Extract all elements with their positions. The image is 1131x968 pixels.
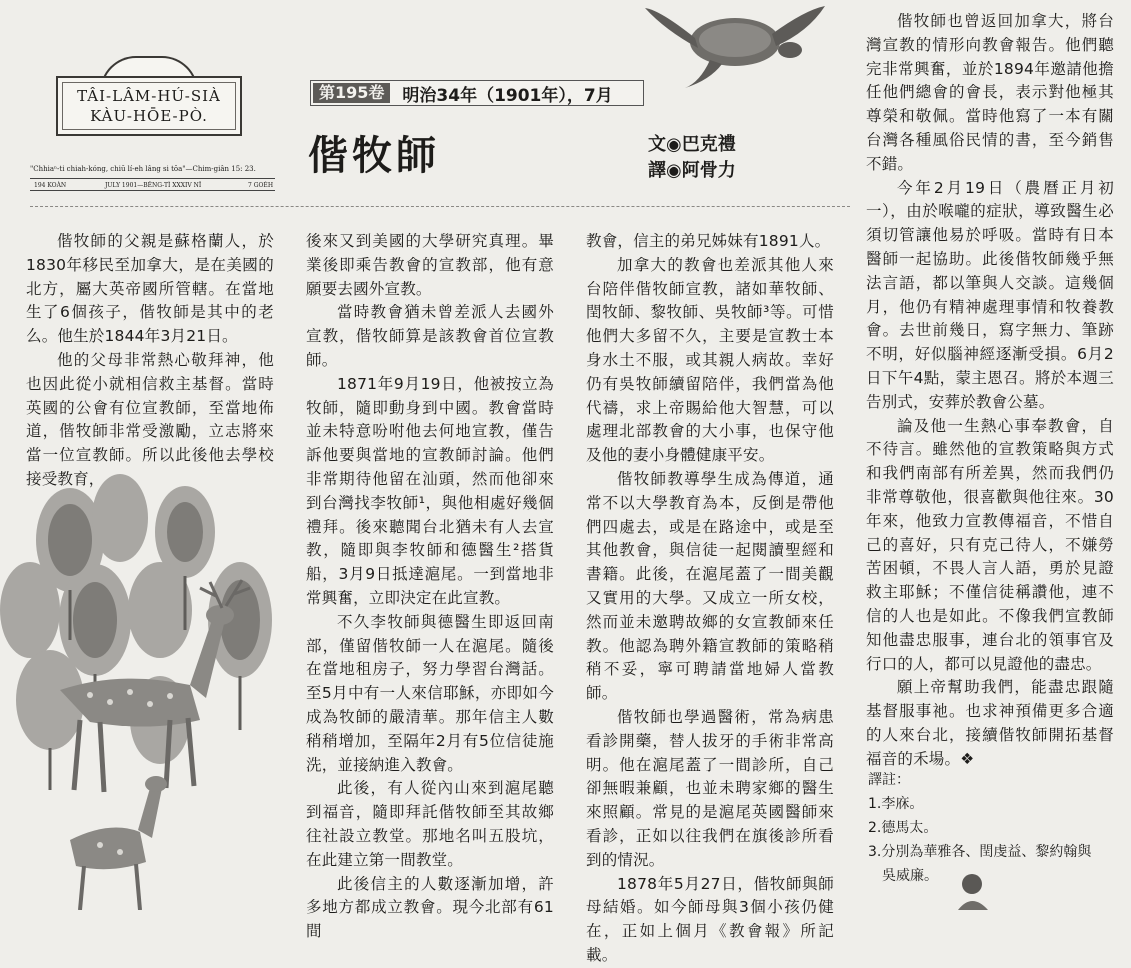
paragraph: 偕牧師也學過醫術，常為病患看診開藥，替人拔牙的手術非常高明。他在滬尾蓋了一間診所，自己卻無暇兼顧，也並未聘家鄉的醫生來照顧。常見的是滬尾英國醫師來看診，正如以往我們在旗後診所看到的情況。 [586,707,834,869]
masthead-rule [30,178,275,179]
author: 文◉巴克禮 [648,134,736,155]
article-column-2 [306,230,554,944]
masthead-rule-bottom [30,190,275,191]
sea-turtle-illustration [640,0,830,90]
paragraph: 此後，有人從內山來到滬尾聽到福音，隨即拜託偕牧師至其故鄉往社設立教堂。那地名叫五股坑，在此建立第一間教堂。 [306,779,554,869]
header-divider [30,206,850,207]
notes-heading: 譯註： [868,772,910,788]
paragraph: 偕牧師教導學生成為傳道，通常不以大學教育為本，反倒是帶他們四處去，或是在路途中，或是至其他教會，與信徒一起閱讀聖經和書籍。此後，在滬尾蓋了一間美觀又實用的大學。又成立一所女校，然而並未邀聘故鄉的女宣教師來任教。他認為聘外籍宣教師的策略稍稍不妥，寧可聘請當地婦人當教師。 [586,469,834,703]
paragraph: 教會，信主的弟兄姊妹有1891人。 [586,232,831,250]
volume-tag: 第195卷 [313,83,390,103]
masthead-motto: "Chhiaⁿ-ti chiah-kóng, chiū lí-eh lâng si tōa"—Chim-giân 15: 23. [30,165,256,173]
paragraph: 他的父母非常熱心敬拜神，他也因此從小就相信救主基督。當時英國的公會有位宣教師，至當地佈道，偕牧師非常受激勵，立志將來當一位宣教師。所以此後他去學校接受教育， [26,350,274,488]
figure-illustration [950,870,1000,910]
masthead-logo [56,76,242,136]
masthead-month: 7 GOÉH [248,182,274,189]
article-column-4 [866,10,1114,772]
masthead-date: JULY 1901—BÊNG-TÌ XXXIV NÎ [105,182,202,189]
paragraph: 1871年9月19日，他被按立為牧師，隨即動身到中國。教會當時並未特意吩咐他去何地宣教，僅告訴他要與當地的宣教師討論。他們非常期待他留在汕頭，然而他卻來到台灣找李牧師¹，與他相處好幾個禮拜。後來聽聞台北猶未有人去宣教，隨即與李牧師和德醫生²搭貨船，3月9日抵達滬尾。一到當地非常興奮，立即決定在此宣教。 [306,374,554,607]
paragraph: 當時教會猶未曾差派人去國外宣教，偕牧師算是該教會首位宣教師。 [306,303,554,369]
article-column-1 [26,230,274,492]
masthead-line-2: KÀU-HŌE-PÒ. [90,107,208,125]
paragraph: 偕牧師的父親是蘇格蘭人，於1830年移民至加拿大，是在美國的北方，屬大英帝國所管轄。在當地生了6個孩子，偕牧師是其中的老么。他生於1844年3月21日。 [26,232,274,346]
issue-date: 明治34年（1901年），7月 [402,85,613,106]
note-item: 2.德馬太。 [868,820,938,836]
forest-deer-illustration [0,470,285,910]
issue-header [310,80,644,106]
paragraph: 後來又到美國的大學研究真理。畢業後即乘告教會的宣教部，他有意願要去國外宣教。 [306,232,554,298]
masthead-volume: 194 KOÀN [34,182,67,189]
paragraph: 今年2月19日（農曆正月初一），由於喉嚨的症狀，導致醫生必須切管讓他易於呼吸。當時有日本醫師一起協助。此後偕牧師幾乎無法言語，都以筆與人交談。這幾個月，他仍有精神處理事情和牧養教會。去世前幾日，寫字無力、筆跡不明，好似腦神經逐漸受損。6月2日下午4點，蒙主恩召。將於本週三告別式，安葬於教會公墓。 [866,178,1114,411]
note-item: 3.分別為華雅各、閏虔益、黎約翰與 [868,844,1092,860]
paragraph: 論及他一生熱心事奉教會，自不待言。雖然他的宣教策略與方式和我們南部有所差異，然而我們仍非常尊敬他，很喜歡與他往來。30年來，他致力宣教傳福音，不惜自己的喜好，只有克己待人，不嫌勞苦困頓，不畏人言人語，勇於見證救主耶穌；不僅信徒稱讚他，連不信的人也是如此。不像我們宣教師知他盡忠服事，連台北的領事官及行口的人，都可以見證他的盡忠。 [866,416,1114,673]
translator: 譯◉阿骨力 [648,160,736,181]
paragraph: 願上帝幫助我們，能盡忠跟隨基督服事祂。也求神預備更多合適的人來台北，接續偕牧師開拓基督福音的禾場。❖ [866,678,1114,768]
paragraph: 此後信主的人數逐漸加增，許多地方都成立教會。現今北部有61間 [306,874,554,941]
paragraph: 1878年5月27日，偕牧師與師母結婚。如今師母與3個小孩仍健在，正如上個月《教會報》所記載。 [586,874,834,964]
article-column-3 [586,230,834,968]
article-title: 偕牧師 [308,133,440,179]
paragraph: 加拿大的教會也差派其他人來台陪伴偕牧師宣教，諸如華牧師、閏牧師、黎牧師、吳牧師³等。可惜他們大多留不久，主要是宣教士本身水土不服，或其親人病故。幸好仍有吳牧師續留陪伴，我們當為他代禱，求上帝賜給他大智慧，可以處理北部教會的大小事，也保守他及他的妻小身體健康平安。 [586,255,834,465]
paragraph: 不久李牧師與德醫生即返回南部，僅留偕牧師一人在滬尾。隨後在當地租房子，努力學習台灣話。至5月中有一人來信耶穌，亦即如今成為牧師的嚴清華。那年信主人數稍稍增加，至隔年2月有5位信徒施洗，並接納進入教會。 [306,612,554,774]
note-item: 1.李庥。 [868,796,924,812]
note-item: 吳威廉。 [882,868,938,884]
masthead-line-1: TÂI-LÂM-HÚ-SIÀ [77,87,221,105]
byline [648,132,736,184]
paragraph: 偕牧師也曾返回加拿大，將台灣宣教的情形向教會報告。他們聽完非常興奮，並於1894年邀請他擔任他們總會的會長，表示對他極其尊榮和敬佩。當時他寫了一本有關台灣各種風俗民情的書，至今銷售不錯。 [866,12,1114,173]
